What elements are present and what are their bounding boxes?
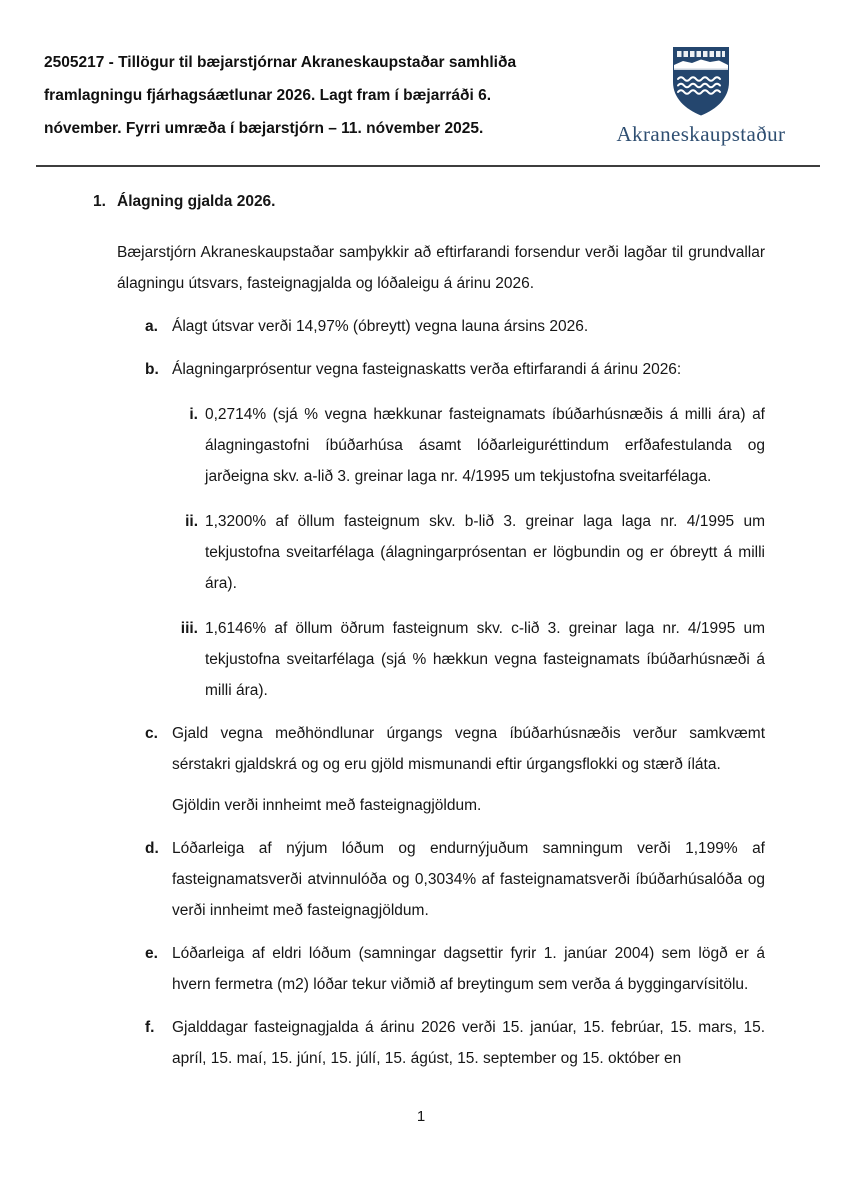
item-marker: e. — [145, 945, 158, 962]
list-item-c — [145, 718, 765, 780]
sub-item-marker: iii. — [180, 620, 198, 637]
intro-paragraph: Bæjarstjórn Akraneskaupstaðar samþykkir að eftirfarandi forsendur verði lagðar til grundvallar álagningu útsvars, fasteignagjalda og lóðaleigu á árinu 2026. — [117, 244, 765, 292]
sub-item-i — [160, 399, 765, 492]
item-marker: f. — [145, 1019, 155, 1036]
municipality-logo — [596, 44, 806, 147]
list-item-f — [145, 1012, 765, 1074]
akranes-coat-of-arms-icon — [670, 44, 732, 118]
page-number: 1 — [416, 1108, 426, 1125]
header-divider — [36, 165, 820, 167]
item-text: Gjald vegna meðhöndlunar úrgangs vegna íbúðarhúsnæðis verður samkvæmt sérstakri gjaldskrá og og eru gjöld mismunandi eftir úrgangsflokki og stærð íláta. — [172, 725, 765, 773]
sub-item-text: 1,6146% af öllum öðrum fasteignum skv. c-lið 3. greinar laga nr. 4/1995 um tekjustofna sveitarfélaga (sjá % hækkun vegna fasteignamats íbúðarhúsnæði á milli ára). — [205, 620, 765, 699]
section-number: 1. — [93, 193, 106, 210]
sub-item-ii — [160, 506, 765, 599]
sub-item-text: 1,3200% af öllum fasteignum skv. b-lið 3. greinar laga laga nr. 4/1995 um tekjustofna sveitarfélaga (álagningarprósentan er lögbundin og er óbreytt á milli ára). — [205, 513, 765, 592]
sub-item-marker: ii. — [185, 513, 198, 530]
page-header — [0, 0, 842, 147]
item-text: Gjalddagar fasteignagjalda á árinu 2026 verði 15. janúar, 15. febrúar, 15. mars, 15. apríl, 15. maí, 15. júní, 15. júlí, 15. ágúst, 15. september og 15. október en — [172, 1019, 765, 1067]
sub-item-text: 0,2714% (sjá % vegna hækkunar fasteignamats íbúðarhúsnæðis á milli ára) af álagningastofni íbúðarhúsa ásamt lóðarleiguréttindum erfðafestulanda og jarðeigna skv. a-lið 3. greinar laga nr. 4/1995 um tekjustofna sveitarfélaga. — [205, 406, 765, 485]
item-text: Álagt útsvar verði 14,97% (óbreytt) vegna launa ársins 2026. — [172, 318, 589, 335]
list-item-b — [145, 354, 765, 385]
sub-item-iii — [160, 613, 765, 706]
sub-item-marker: i. — [189, 406, 198, 423]
item-text: Álagningarprósentur vegna fasteignaskatts verða eftirfarandi á árinu 2026: — [172, 361, 682, 378]
section-heading — [93, 191, 765, 213]
municipality-name: Akraneskaupstaður — [616, 122, 786, 146]
list-item-e — [145, 938, 765, 1000]
item-marker: c. — [145, 725, 158, 742]
list-item-a — [145, 311, 765, 342]
document-title: 2505217 - Tillögur til bæjarstjórnar Akraneskaupstaðar samhliða framlagningu fjárhagsáætlunar 2026. Lagt fram í bæjarráði 6. nóvember. Fyrri umræða í bæjarstjórn – 11. nóvember 2025. — [44, 54, 517, 137]
item-text: Lóðarleiga af eldri lóðum (samningar dagsettir fyrir 1. janúar 2004) sem lögð er á hvern fermetra (m2) lóðar tekur viðmið af breytingum sem verða á byggingarvísitölu. — [172, 945, 765, 993]
item-marker: b. — [145, 361, 159, 378]
section-title: Álagning gjalda 2026. — [117, 193, 276, 210]
item-text: Lóðarleiga af nýjum lóðum og endurnýjuðum samningum verði 1,199% af fasteignamatsverði atvinnulóða og 0,3034% af fasteignamatsverði íbúðarhúsalóða og verði innheimt með fasteignagjöldum. — [172, 840, 765, 919]
list-item-c-continuation: Gjöldin verði innheimt með fasteignagjöldum. — [172, 797, 482, 814]
list-item-d — [145, 833, 765, 926]
item-marker: a. — [145, 318, 158, 335]
item-marker: d. — [145, 840, 159, 857]
